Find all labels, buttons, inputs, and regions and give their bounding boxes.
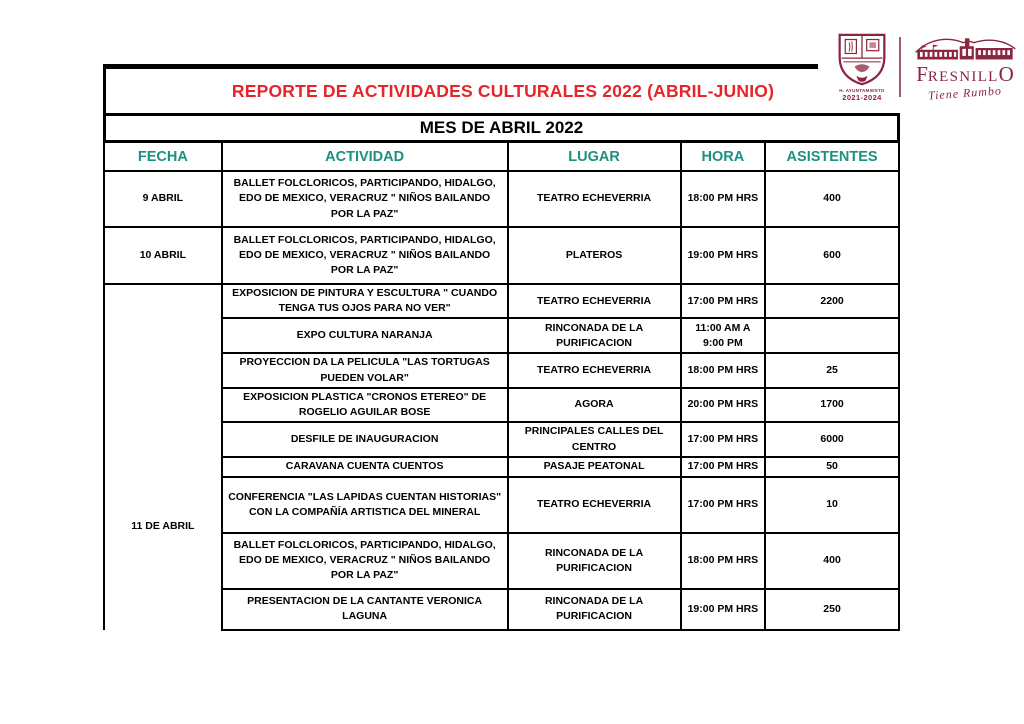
activity-cell: BALLET FOLCLORICOS, PARTICIPANDO, HIDALGO, EDO DE MEXICO, VERACRUZ " NIÑOS BAILANDO POR LA PAZ" xyxy=(222,533,508,589)
time-cell: 17:00 PM HRS xyxy=(681,457,766,477)
venue-cell: PRINCIPALES CALLES DEL CENTRO xyxy=(508,422,681,456)
time-cell: 18:00 PM HRS xyxy=(681,171,766,227)
report xyxy=(103,64,900,631)
month-section-header xyxy=(103,113,900,143)
header-fecha: FECHA xyxy=(104,143,222,171)
venue-cell: TEATRO ECHEVERRIA xyxy=(508,171,681,227)
mine-building-icon xyxy=(911,33,1019,63)
venue-cell: TEATRO ECHEVERRIA xyxy=(508,477,681,533)
venue-cell: RINCONADA DE LA PURIFICACION xyxy=(508,533,681,589)
attendance-cell: 250 xyxy=(765,589,899,630)
wordmark-letters: F xyxy=(916,62,928,86)
venue-cell: AGORA xyxy=(508,388,681,422)
activity-cell: DESFILE DE INAUGURACION xyxy=(222,422,508,456)
time-cell: 19:00 PM HRS xyxy=(681,589,766,630)
time-cell: 17:00 PM HRS xyxy=(681,477,766,533)
header-asistentes: ASISTENTES xyxy=(765,143,899,171)
logo-tagline: Tiene Rumbo xyxy=(927,83,1003,103)
venue-cell: TEATRO ECHEVERRIA xyxy=(508,353,681,387)
crest-years: 2021-2024 xyxy=(842,93,882,102)
activity-cell: PROYECCION DA LA PELICULA "LAS TORTUGAS PUEDEN VOLAR" xyxy=(222,353,508,387)
activities-table xyxy=(103,143,900,631)
logo-wordmark-block xyxy=(910,33,1020,101)
table-row xyxy=(104,589,899,630)
time-cell: 18:00 PM HRS xyxy=(681,533,766,589)
report-title: REPORTE DE ACTIVIDADES CULTURALES 2022 (ABRIL-JUNIO) xyxy=(231,80,775,101)
table-row xyxy=(104,353,899,387)
attendance-cell: 2200 xyxy=(765,284,899,318)
venue-cell: RINCONADA DE LA PURIFICACION xyxy=(508,589,681,630)
attendance-cell xyxy=(765,318,899,353)
table-row xyxy=(104,227,899,284)
table-row xyxy=(104,388,899,422)
wordmark-letters: RESNILL xyxy=(927,69,999,85)
attendance-cell: 6000 xyxy=(765,422,899,456)
activity-cell: CONFERENCIA "LAS LAPIDAS CUENTAN HISTORIAS" CON LA COMPAÑÍA ARTISTICA DEL MINERAL xyxy=(222,477,508,533)
attendance-cell: 400 xyxy=(765,533,899,589)
attendance-cell: 600 xyxy=(765,227,899,284)
time-cell: 19:00 PM HRS xyxy=(681,227,766,284)
table-header-row xyxy=(104,143,899,171)
date-cell: 9 ABRIL xyxy=(104,171,222,227)
attendance-cell: 25 xyxy=(765,353,899,387)
report-title-box xyxy=(103,69,900,113)
table-row xyxy=(104,533,899,589)
time-cell: 20:00 PM HRS xyxy=(681,388,766,422)
date-cell: 11 DE ABRIL xyxy=(104,284,222,630)
table-row xyxy=(104,477,899,533)
header-hora: HORA xyxy=(681,143,766,171)
activities-table-body xyxy=(104,171,899,630)
venue-cell: PLATEROS xyxy=(508,227,681,284)
table-row xyxy=(104,171,899,227)
venue-cell: TEATRO ECHEVERRIA xyxy=(508,284,681,318)
activity-cell: CARAVANA CUENTA CUENTOS xyxy=(222,457,508,477)
date-cell: 10 ABRIL xyxy=(104,227,222,284)
activity-cell: EXPOSICION DE PINTURA Y ESCULTURA " CUANDO TENGA TUS OJOS PARA NO VER" xyxy=(222,284,508,318)
time-cell: 17:00 PM HRS xyxy=(681,284,766,318)
table-row xyxy=(104,457,899,477)
table-row xyxy=(104,422,899,456)
crest-caption: H. AYUNTAMIENTO xyxy=(839,88,885,93)
activity-cell: PRESENTACION DE LA CANTANTE VERONICA LAGUNA xyxy=(222,589,508,630)
header-actividad: ACTIVIDAD xyxy=(222,143,508,171)
attendance-cell: 1700 xyxy=(765,388,899,422)
activity-cell: BALLET FOLCLORICOS, PARTICIPANDO, HIDALGO, EDO DE MEXICO, VERACRUZ " NIÑOS BAILANDO POR LA PAZ" xyxy=(222,171,508,227)
time-cell: 17:00 PM HRS xyxy=(681,422,766,456)
attendance-cell: 50 xyxy=(765,457,899,477)
time-cell: 18:00 PM HRS xyxy=(681,353,766,387)
logo-wordmark xyxy=(910,64,1020,85)
activity-cell: BALLET FOLCLORICOS, PARTICIPANDO, HIDALGO, EDO DE MEXICO, VERACRUZ " NIÑOS BAILANDO POR LA PAZ" xyxy=(222,227,508,284)
time-cell: 11:00 AM A 9:00 PM xyxy=(681,318,766,353)
attendance-cell: 10 xyxy=(765,477,899,533)
month-title: MES DE ABRIL 2022 xyxy=(419,118,584,137)
table-row xyxy=(104,318,899,353)
table-row xyxy=(104,284,899,318)
venue-cell: PASAJE PEATONAL xyxy=(508,457,681,477)
activity-cell: EXPO CULTURA NARANJA xyxy=(222,318,508,353)
attendance-cell: 400 xyxy=(765,171,899,227)
activity-cell: EXPOSICION PLASTICA "CRONOS ETEREO" DE ROGELIO AGUILAR BOSE xyxy=(222,388,508,422)
header-lugar: LUGAR xyxy=(508,143,681,171)
venue-cell: RINCONADA DE LA PURIFICACION xyxy=(508,318,681,353)
wordmark-letters: O xyxy=(998,62,1014,86)
